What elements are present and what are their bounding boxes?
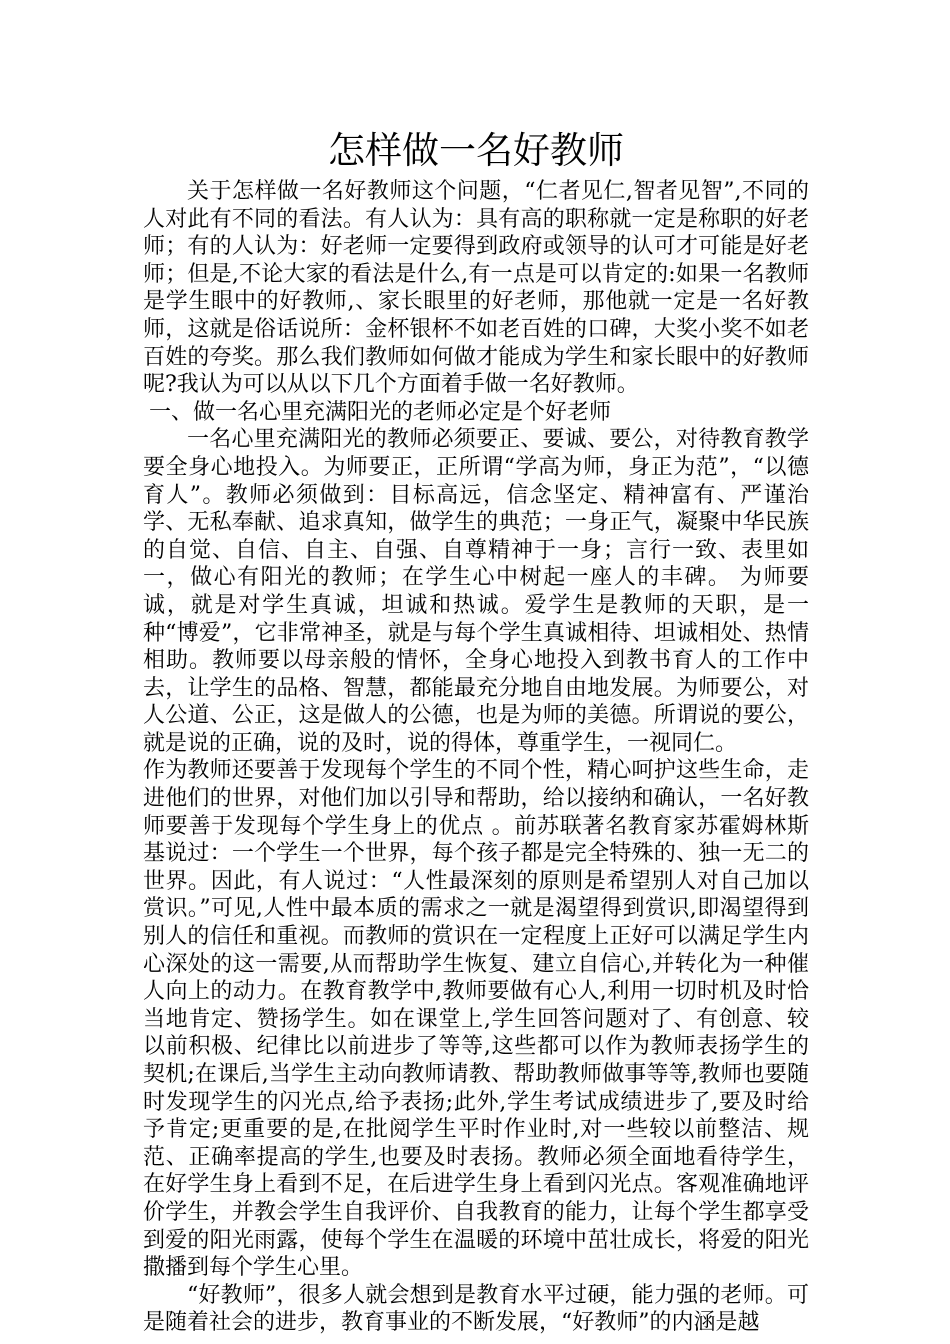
body-paragraph-1: 一名心里充满阳光的教师必须要正、要诚、要公，对待教育教学要全身心地投入。为师要正，正所谓“学高为师，身正为范”，“以德育人”。教师必须做到：目标高远，信念坚定、精神富有、严谨治学、无私奉献、追求真知，做学生的典范；一身正气，凝聚中华民族的自觉、自信、自主、自强、自尊精神于一身；言行一致、表里如一，做心有阳光的教师；在学生心中树起一座人的丰碑。 为师要诚，就是对学生真诚，坦诚和热诚。爱学生是教师的天职，是一种“博爱”，它非常神圣，就是与每个学生真诚相待、坦诚相处、热情相助。教师要以母亲般的情怀，全身心地投入到教书育人的工作中去，让学生的品格、智慧，都能最充分地自由地发展。为师要公，对人公道、公正，这是做人的公德，也是为师的美德。所谓说的要公，就是说的正确，说的及时，说的得体，尊重学生，一视同仁。 (143, 427, 809, 756)
section-heading-1: 一、做一名心里充满阳光的老师必定是个好老师 (149, 399, 612, 425)
document-title: 怎样做一名好教师 (328, 129, 624, 172)
body-paragraph-2: 作为教师还要善于发现每个学生的不同个性，精心呵护这些生命，走进他们的世界，对他们加以引导和帮助，给以接纳和确认，一名好教师要善于发现每个学生身上的优点 。前苏联著名教育家苏霍姆林斯基说过：一个学生一个世界，每个孩子都是完全特殊的、独一无二的世界。因此，有人说过：“人性最深刻的原则是希望别人对自己加以赏识。”可见,人性中最本质的需求之一就是渴望得到赏识,即渴望得到别人的信任和重视。而教师的赏识在一定程度上正好可以满足学生内心深处的这一需要,从而帮助学生恢复、建立自信心,并转化为一种催人向上的动力。在教育教学中,教师要做有心人,利用一切时机及时恰当地肯定、赞扬学生。如在课堂上,学生回答问题对了、有创意、较以前积极、纪律比以前进步了等等,这些都可以作为教师表扬学生的契机;在课后,当学生主动向教师请教、帮助教师做事等等,教师也要随时发现学生的闪光点,给予表扬;此外,学生考试成绩进步了,要及时给予肯定;更重要的是,在批阅学生平时作业时,对一些较以前整洁、规范、正确率提高的学生,也要及时表扬。教师必须全面地看待学生，在好学生身上看到不足，在后进学生身上看到闪光点。客观准确地评价学生，并教会学生自我评价、自我教育的能力，让每个学生都享受到爱的阳光雨露，使每个学生在温暖的环境中茁壮成长，将爱的阳光撒播到每个学生心里。 (143, 758, 809, 1281)
intro-paragraph: 关于怎样做一名好教师这个问题，“仁者见仁,智者见智”,不同的人对此有不同的看法。有人认为：具有高的职称就一定是称职的好老师；有的人认为：好老师一定要得到政府或领导的认可才可能是好老师；但是,不论大家的看法是什么,有一点是可以肯定的:如果一名教师是学生眼中的好教师,、家长眼里的好老师，那他就一定是一名好教师，这就是俗话说所：金杯银杯不如老百姓的口碑，大奖小奖不如老百姓的夸奖。那么我们教师如何做才能成为学生和家长眼中的好教师呢?我认为可以从以下几个方面着手做一名好教师。 (143, 179, 809, 398)
body-paragraph-3: “好教师”，很多人就会想到是教育水平过硬，能力强的老师。可是随着社会的进步，教育事业的不断发展，“好教师”的内涵是越 (143, 1282, 809, 1336)
document-page (143, 126, 809, 1337)
